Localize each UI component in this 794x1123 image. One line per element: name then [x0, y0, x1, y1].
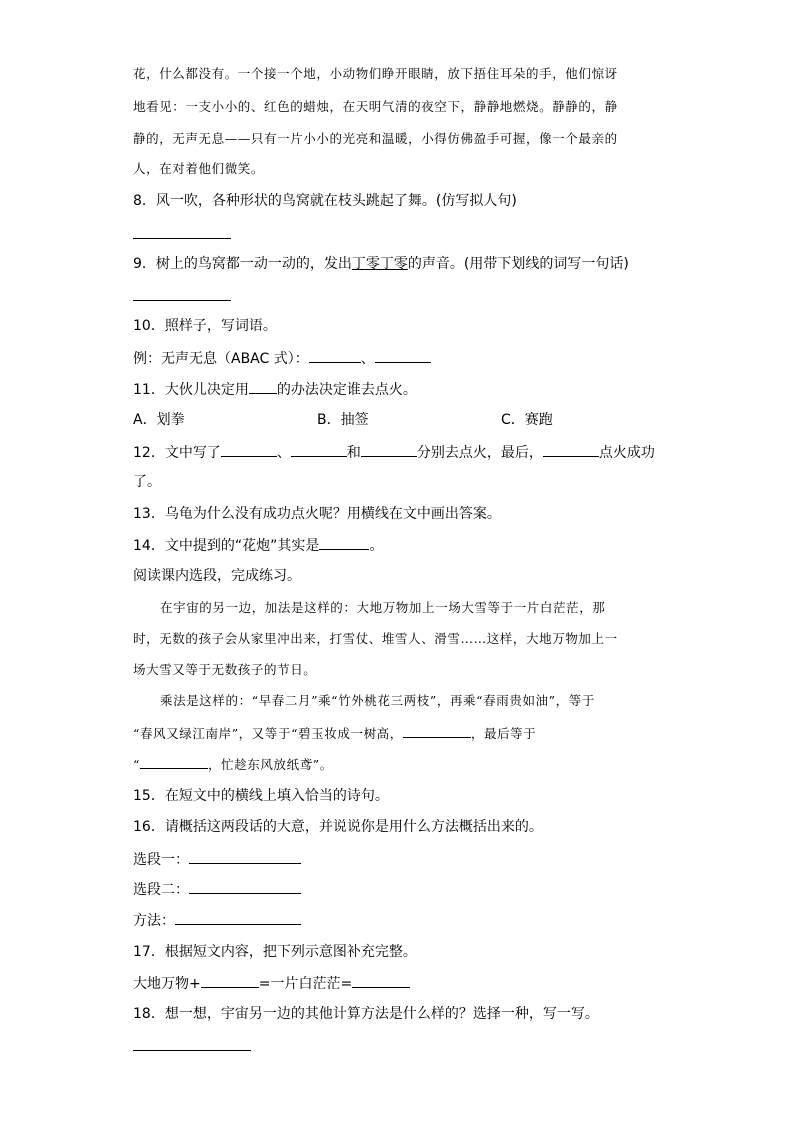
q10-example-text: 例：无声无息（ABAC 式）：: [133, 351, 309, 367]
passage-text: “春风又绿江南岸”，又等于“碧玉妆成一树高，: [133, 726, 403, 741]
answer-blank[interactable]: [375, 348, 431, 363]
passage-line: [133, 723, 536, 744]
passage-line: 在宇宙的另一边，加法是这样的：大地万物加上一场大雪等于一片白茫茫，那: [160, 600, 606, 615]
answer-blank[interactable]: [249, 379, 277, 394]
answer-blank[interactable]: [291, 442, 347, 457]
section-intro: 阅读课内选段，完成练习。: [133, 568, 301, 584]
q12-text: 点火成功: [598, 445, 655, 461]
question-12-cont: 了。: [133, 474, 161, 490]
answer-blank[interactable]: [352, 973, 410, 988]
question-14: [133, 535, 383, 556]
q12-text: 12．文中写了: [133, 445, 221, 461]
answer-blank[interactable]: [319, 535, 369, 550]
passage-line: 地看见：一支小小的、红色的蜡烛，在天明气清的夜空下，静静地燃烧。静静的，静: [133, 99, 618, 114]
question-10: 10．照样子，写词语。: [133, 318, 277, 334]
q12-text: 、: [276, 445, 291, 461]
option-a[interactable]: A．划拳: [133, 412, 185, 428]
answer-blank[interactable]: [201, 973, 259, 988]
q17-text: =一片白茫茫=: [258, 976, 353, 992]
answer-blank[interactable]: [309, 348, 361, 363]
answer-line-8[interactable]: [133, 238, 231, 239]
question-13: 13．乌龟为什么没有成功点火呢？用横线在文中画出答案。: [133, 506, 501, 522]
passage-text: ，忙趁东风放纸鸢”。: [208, 757, 333, 772]
question-9: [133, 254, 629, 274]
q14-text: 。: [369, 538, 384, 554]
question-16-part3: [133, 910, 301, 931]
passage-line: 时，无数的孩子会从家里冲出来，打雪仗、堆雪人、滑雪……这样，大地万物加上一: [133, 631, 618, 646]
q16-label: 选段二：: [133, 882, 189, 898]
question-15: 15．在短文中的横线上填入恰当的诗句。: [133, 788, 389, 804]
answer-blank[interactable]: [140, 754, 208, 769]
answer-blank[interactable]: [175, 910, 301, 925]
answer-blank[interactable]: [543, 442, 599, 457]
option-c[interactable]: C．赛跑: [501, 412, 553, 428]
question-8: 8．风一吹，各种形状的鸟窝就在枝头跳起了舞。(仿写拟人句): [133, 193, 517, 209]
passage-line: 静的，无声无息——只有一片小小的光亮和温暖，小得仿佛盈手可握，像一个最亲的: [133, 131, 618, 146]
answer-blank[interactable]: [221, 442, 277, 457]
separator: 、: [360, 351, 375, 367]
answer-blank[interactable]: [403, 723, 471, 738]
answer-blank[interactable]: [189, 879, 301, 894]
question-16-part2: [133, 879, 301, 900]
question-17: 17．根据短文内容，把下列示意图补充完整。: [133, 944, 417, 960]
q11-text: 的办法决定谁去点火。: [276, 382, 417, 398]
passage-line: 花，什么都没有。一个接一个地，小动物们睁开眼睛，放下捂住耳朵的手，他们惊讶: [133, 66, 618, 81]
question-18: 18．想一想，宇宙另一边的其他计算方法是什么样的？选择一种，写一写。: [133, 1006, 599, 1022]
q17-text: 大地万物+: [133, 976, 201, 992]
answer-line-18[interactable]: [133, 1050, 251, 1051]
q12-text: 和: [346, 445, 361, 461]
question-16-part1: [133, 849, 301, 870]
q14-text: 14．文中提到的“花炮”其实是: [133, 538, 320, 554]
question-16: 16．请概括这两段话的大意，并说说你是用什么方法概括出来的。: [133, 819, 543, 835]
passage-text: ，最后等于: [470, 726, 537, 741]
q16-label: 选段一：: [133, 852, 189, 868]
passage-line: 人，在对着他们微笑。: [133, 161, 265, 176]
question-17-diagram: [133, 973, 410, 994]
question-12: [133, 442, 655, 463]
question-11: [133, 379, 417, 400]
q12-text: 分别去点火，最后，: [416, 445, 543, 461]
q11-text: 11．大伙儿决定用: [133, 382, 249, 398]
q9-text: 的声音。(用带下划线的词写一句话): [407, 256, 629, 272]
q9-text: 9．树上的鸟窝都一动一动的，发出: [133, 256, 352, 272]
q9-underlined-word: 丁零丁零: [351, 256, 408, 272]
passage-line: [133, 754, 333, 775]
question-10-example: [133, 348, 431, 369]
option-b[interactable]: B．抽签: [317, 412, 369, 428]
passage-line: 乘法是这样的：“早春二月”乘“竹外桃花三两枝”，再乘“春雨贵如油”，等于: [160, 693, 595, 708]
passage-text: “: [133, 757, 140, 772]
passage-line: 场大雪又等于无数孩子的节日。: [133, 662, 317, 677]
answer-blank[interactable]: [361, 442, 417, 457]
q16-label: 方法：: [133, 913, 175, 929]
answer-blank[interactable]: [189, 849, 301, 864]
answer-line-9[interactable]: [133, 300, 231, 301]
